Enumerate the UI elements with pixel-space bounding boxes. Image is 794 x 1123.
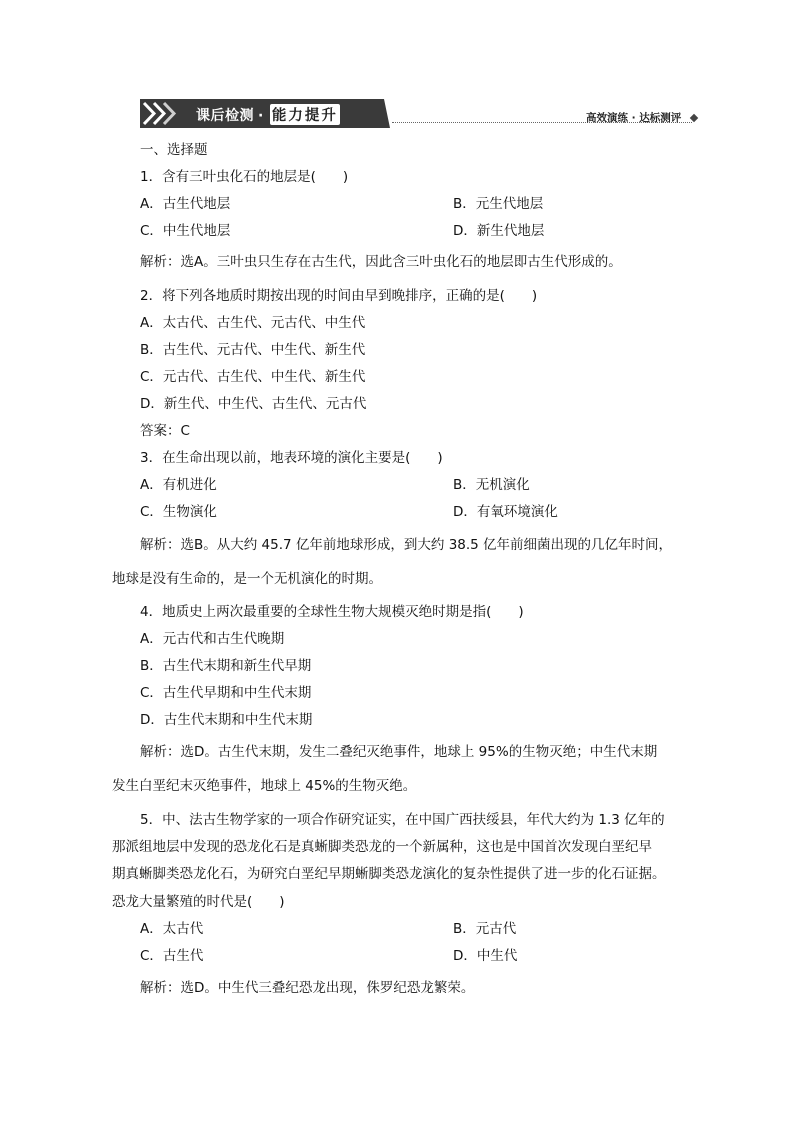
- q2-answer: 答案：C: [140, 423, 190, 439]
- q5-stem-line2: 那派组地层中发现的恐龙化石是真蜥脚类恐龙的一个新属种，这也是中国首次发现白垩纪早: [112, 839, 652, 855]
- q1-analysis: 解析：选A。三叶虫只生存在古生代，因此含三叶虫化石的地层即古生代形成的。: [140, 254, 622, 270]
- banner-title: [196, 104, 340, 125]
- q3-option-b: B．无机演化: [453, 477, 530, 493]
- q4-stem: 4．地质史上两次最重要的全球性生物大规模灭绝时期是指( ): [140, 604, 524, 620]
- q4-option-b: B．古生代末期和新生代早期: [140, 658, 312, 674]
- q2-option-b: B．古生代、元古代、中生代、新生代: [140, 342, 366, 358]
- q3-stem: 3．在生命出现以前，地表环境的演化主要是( ): [140, 450, 443, 466]
- q5-option-b: B．元古代: [453, 921, 517, 937]
- q2-stem: 2．将下列各地质时期按出现的时间由早到晚排序，正确的是( ): [140, 288, 538, 304]
- banner-ability-label: 能力提升: [270, 104, 340, 125]
- q2-option-d: D．新生代、中生代、古生代、元古代: [140, 396, 367, 412]
- banner-main-label: 课后检测: [196, 108, 254, 124]
- q3-analysis-line2: 地球是没有生命的，是一个无机演化的时期。: [112, 571, 382, 587]
- q5-analysis: 解析：选D。中生代三叠纪恐龙出现，侏罗纪恐龙繁荣。: [140, 980, 475, 996]
- section-banner: [140, 99, 390, 128]
- q2-option-c: C．元古代、古生代、中生代、新生代: [140, 369, 366, 385]
- q1-option-a: A．古生代地层: [140, 196, 231, 212]
- q3-option-d: D．有氧环境演化: [453, 504, 558, 520]
- q3-option-c: C．生物演化: [140, 504, 217, 520]
- q3-analysis-line1: 解析：选B。从大约 45.7 亿年前地球形成，到大约 38.5 亿年前细菌出现的几亿年时间，: [140, 537, 673, 553]
- q3-option-a: A．有机进化: [140, 477, 217, 493]
- q4-option-a: A．元古代和古生代晚期: [140, 631, 285, 647]
- q4-option-d: D．古生代末期和中生代末期: [140, 712, 313, 728]
- header-right-text: 高效演练 · 达标测评: [586, 112, 682, 124]
- q5-stem-line1: 5．中、法古生物学家的一项合作研究证实，在中国广西扶绥县，年代大约为 1.3 亿年的: [140, 812, 665, 828]
- q5-option-c: C．古生代: [140, 948, 204, 964]
- q1-stem: 1．含有三叶虫化石的地层是( ): [140, 169, 349, 185]
- section-title: 一、选择题: [140, 142, 208, 158]
- diamond-icon: [690, 114, 698, 122]
- q4-option-c: C．古生代早期和中生代末期: [140, 685, 312, 701]
- q4-analysis-line2: 发生白垩纪末灭绝事件，地球上 45%的生物灭绝。: [112, 778, 417, 794]
- q5-stem-line4: 恐龙大量繁殖的时代是( ): [112, 894, 285, 910]
- q5-option-a: A．太古代: [140, 921, 204, 937]
- q1-option-c: C．中生代地层: [140, 223, 231, 239]
- q1-option-d: D．新生代地层: [453, 223, 545, 239]
- q2-option-a: A．太古代、古生代、元古代、中生代: [140, 315, 366, 331]
- q5-stem-line3: 期真蜥脚类恐龙化石，为研究白垩纪早期蜥脚类恐龙演化的复杂性提供了进一步的化石证据。: [112, 866, 666, 882]
- q4-analysis-line1: 解析：选D。古生代末期，发生二叠纪灭绝事件，地球上 95%的生物灭绝；中生代末期: [140, 744, 658, 760]
- q5-option-d: D．中生代: [453, 948, 518, 964]
- q1-option-b: B．元生代地层: [453, 196, 544, 212]
- banner-separator: ·: [258, 108, 264, 124]
